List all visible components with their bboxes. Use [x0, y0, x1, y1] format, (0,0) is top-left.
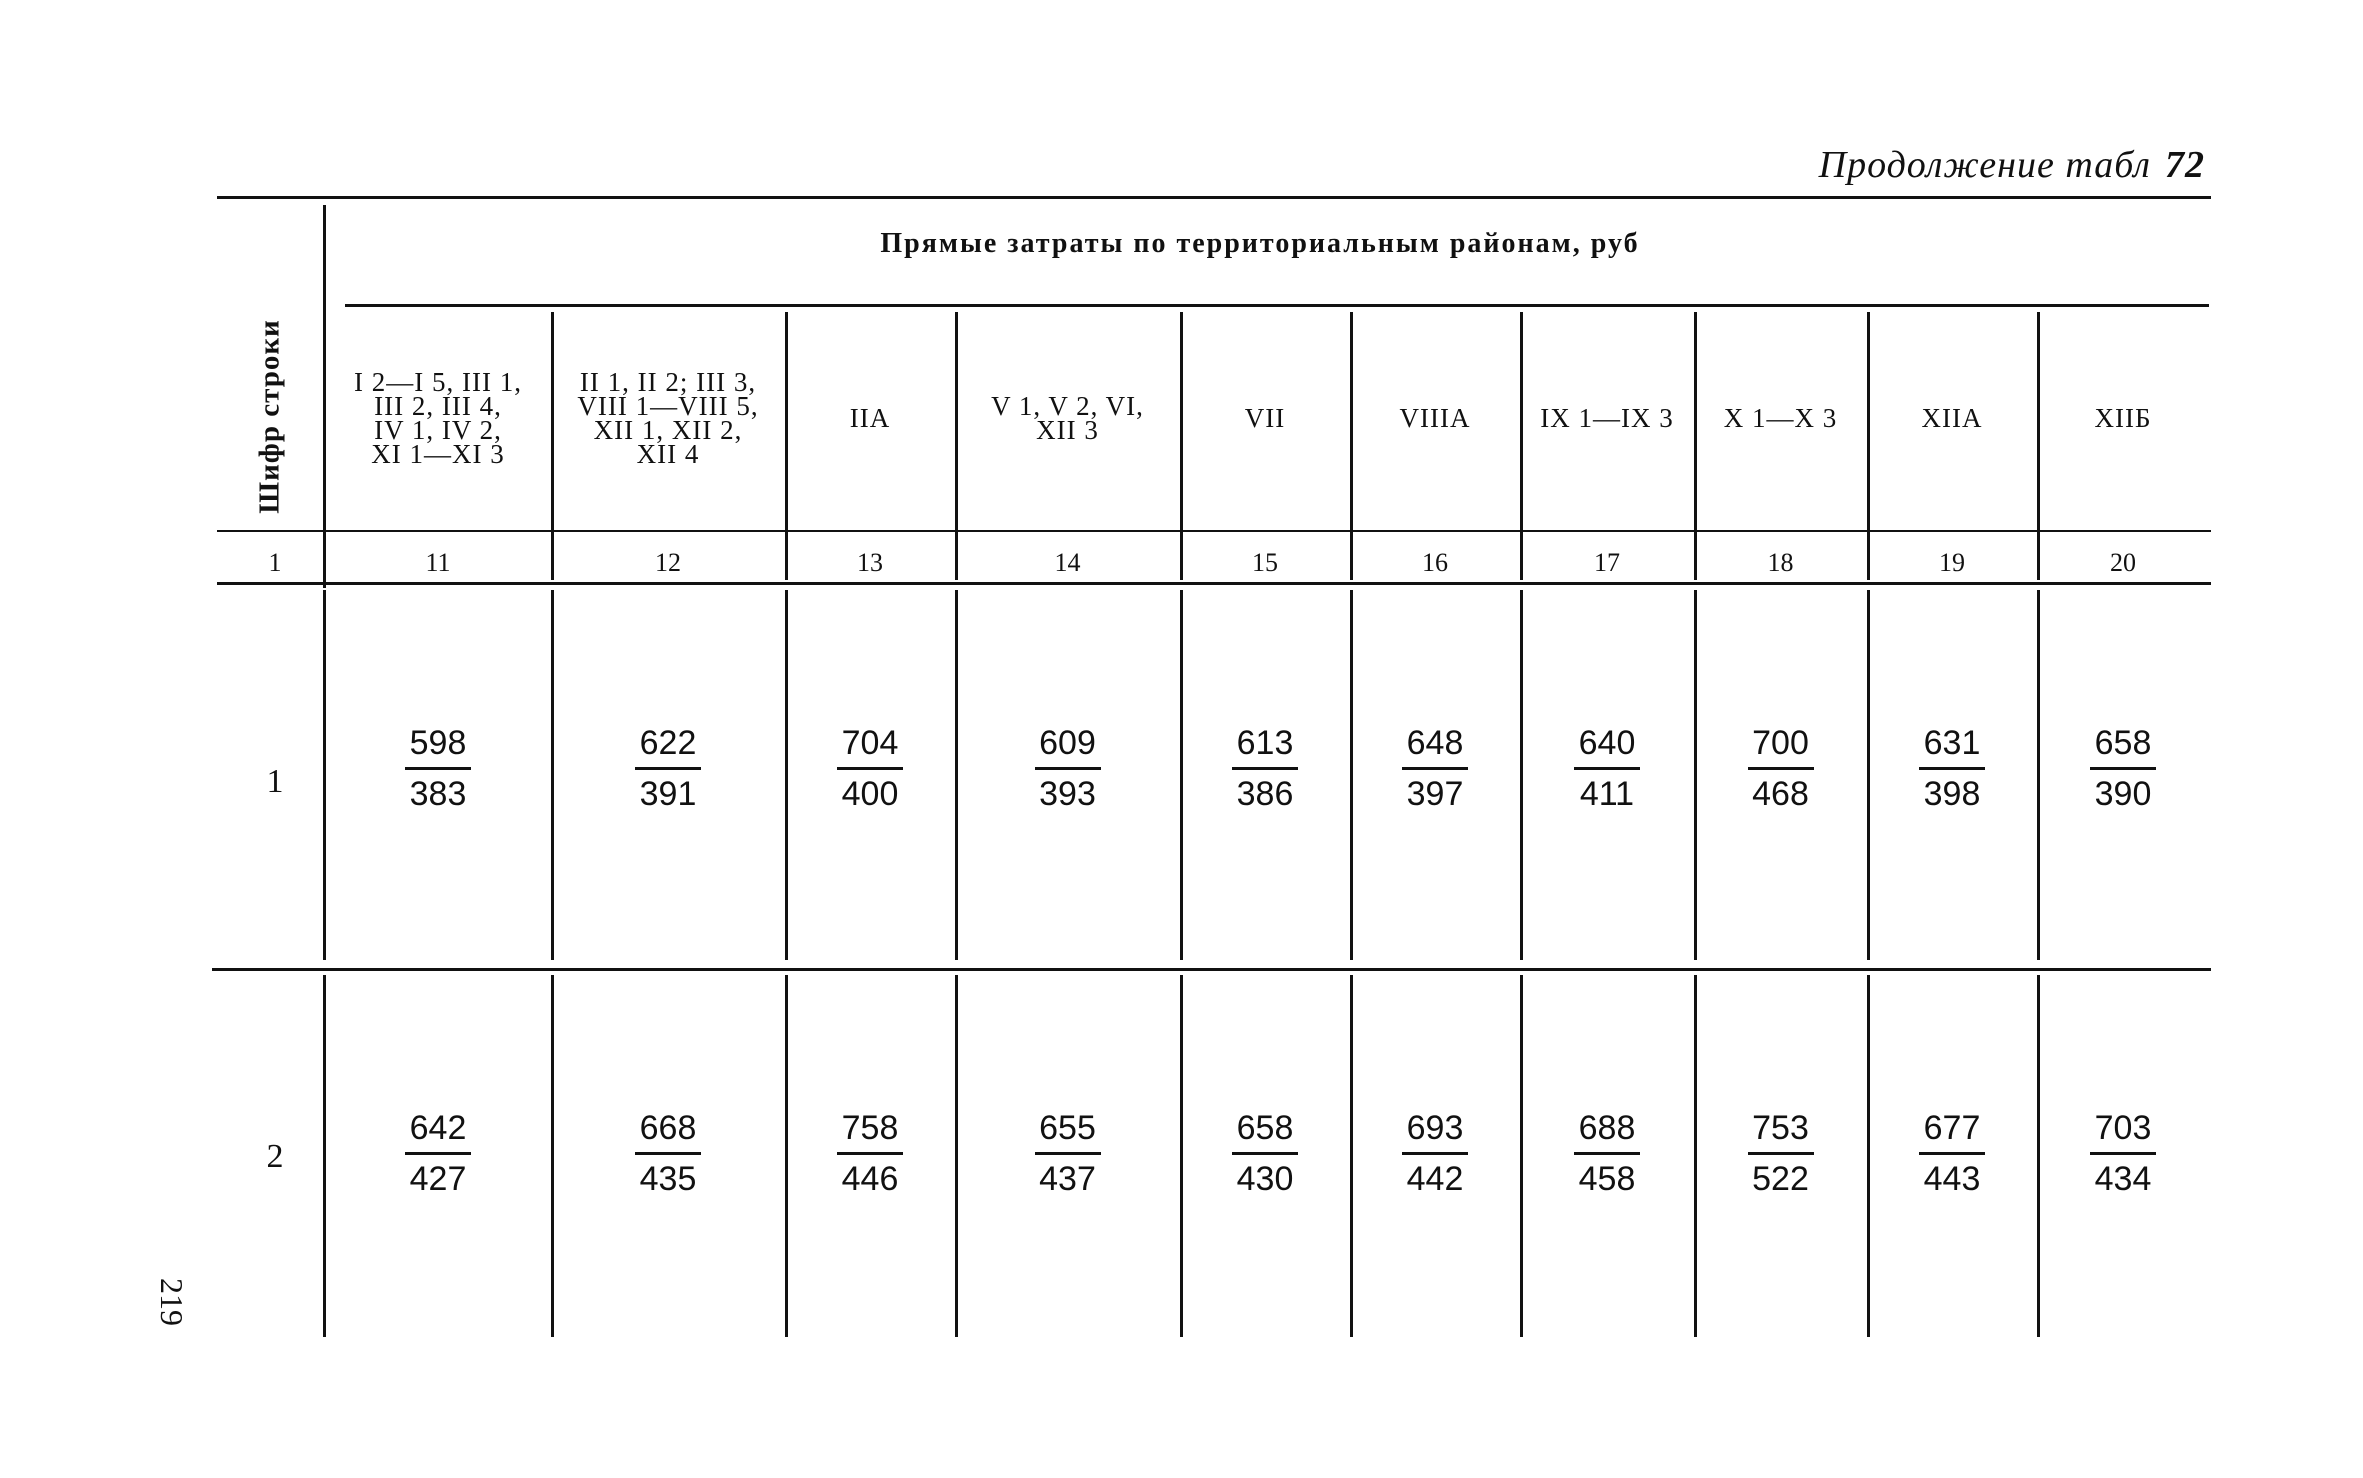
column-header-line: V 1, V 2, VI, [991, 391, 1144, 421]
table-cell [820, 1108, 920, 1199]
fraction-bar [1919, 1152, 1985, 1155]
column-divider-row-2 [1350, 975, 1353, 1337]
column-divider-header [1350, 312, 1353, 580]
column-header [789, 348, 951, 488]
column-divider-header [785, 312, 788, 580]
row-separator-rule [212, 968, 2211, 971]
fraction-bar [1748, 1152, 1814, 1155]
column-header [1184, 348, 1346, 488]
fraction-bar [1748, 767, 1814, 770]
column-header-line: X 1—X 3 [1723, 403, 1838, 433]
cell-numerator: 758 [841, 1109, 899, 1147]
column-header-line: VIII 1—VIII 5, [577, 391, 759, 421]
cell-numerator: 658 [2094, 724, 2152, 762]
row-code-2: 2 [266, 1138, 284, 1175]
column-header-line: XII 4 [636, 439, 700, 469]
fraction-bar [837, 1152, 903, 1155]
column-number: 15 [1252, 548, 1278, 577]
cell-denominator: 522 [1752, 1160, 1809, 1198]
cell-denominator: 400 [841, 775, 899, 813]
fraction-bar [1035, 767, 1101, 770]
cell-numerator: 648 [1406, 724, 1464, 762]
table-cell [820, 723, 920, 814]
column-number: 13 [857, 548, 883, 577]
column-header-line: XIIБ [2094, 403, 2152, 433]
column-header [1524, 348, 1690, 488]
cell-numerator: 613 [1236, 724, 1294, 762]
column-divider-header [1520, 312, 1523, 580]
column-number: 14 [1054, 548, 1081, 577]
column-divider-row-2 [551, 975, 554, 1337]
column-header [555, 348, 781, 488]
table-cell [1902, 1108, 2002, 1199]
cell-denominator: 391 [639, 775, 697, 813]
table-cell [2073, 723, 2173, 814]
fraction-bar [405, 767, 471, 770]
cell-numerator: 609 [1039, 724, 1096, 762]
column-divider-header [1694, 312, 1697, 580]
fraction-bar [1402, 1152, 1468, 1155]
column-header-line: IX 1—IX 3 [1540, 403, 1674, 433]
column-divider-row-1 [785, 590, 788, 960]
cell-denominator: 430 [1236, 1160, 1294, 1198]
fraction-bar [2090, 1152, 2156, 1155]
caption-table-number: 72 [2165, 144, 2205, 186]
column-header [329, 348, 547, 488]
column-number: 18 [1767, 548, 1794, 577]
table-cell [1215, 1108, 1315, 1199]
table-cell [1731, 1108, 1831, 1199]
column-divider-row-1 [1867, 590, 1870, 960]
cell-denominator: 443 [1923, 1160, 1981, 1198]
cell-denominator: 434 [2094, 1160, 2152, 1198]
row-code-divider-header [323, 205, 326, 588]
cell-denominator: 458 [1578, 1160, 1636, 1198]
column-header-line: IIA [849, 403, 891, 433]
column-divider-row-1 [1180, 590, 1183, 960]
fraction-bar [1919, 767, 1985, 770]
column-divider-header [955, 312, 958, 580]
caption-text: Продолжение табл [1818, 144, 2151, 186]
table-cell [388, 723, 488, 814]
cell-denominator: 437 [1039, 1160, 1096, 1198]
cell-denominator: 397 [1406, 775, 1464, 813]
fraction-bar [1232, 767, 1298, 770]
fraction-bar [1232, 1152, 1298, 1155]
cell-numerator: 688 [1578, 1109, 1636, 1147]
column-divider-row-1 [955, 590, 958, 960]
column-header [1871, 348, 2033, 488]
column-divider-row-2 [1867, 975, 1870, 1337]
column-number: 19 [1939, 548, 1965, 577]
table-cell [1902, 723, 2002, 814]
column-header-line: I 2—I 5, III 1, [354, 367, 522, 397]
column-divider-row-2 [785, 975, 788, 1337]
column-header-line: XI 1—XI 3 [371, 439, 505, 469]
cell-numerator: 640 [1578, 724, 1636, 762]
cell-denominator: 468 [1752, 775, 1809, 813]
cell-numerator: 700 [1752, 724, 1809, 762]
row-code-column-number: 1 [268, 548, 282, 577]
column-divider-row-1 [1694, 590, 1697, 960]
column-divider-row-2 [2037, 975, 2040, 1337]
fraction-bar [2090, 767, 2156, 770]
column-header [959, 348, 1176, 488]
column-divider-row-2 [1180, 975, 1183, 1337]
cell-denominator: 386 [1236, 775, 1294, 813]
column-divider-header [1867, 312, 1870, 580]
column-number: 17 [1594, 548, 1620, 577]
table-cell [388, 1108, 488, 1199]
column-divider-row-1 [1520, 590, 1523, 960]
column-header-line: VIIIA [1399, 403, 1471, 433]
table-cell [1385, 723, 1485, 814]
column-header-line: II 1, II 2; III 3, [579, 367, 757, 397]
table-cell [2073, 1108, 2173, 1199]
column-divider-row-2 [1694, 975, 1697, 1337]
column-divider-header [551, 312, 554, 580]
column-header [1354, 348, 1516, 488]
column-number: 20 [2110, 548, 2136, 577]
column-number: 12 [655, 548, 681, 577]
column-header-line: III 2, III 4, [374, 391, 502, 421]
cell-numerator: 693 [1406, 1109, 1464, 1147]
cell-denominator: 383 [409, 775, 467, 813]
cell-numerator: 642 [409, 1109, 467, 1147]
table-cell [1018, 1108, 1118, 1199]
column-divider-row-1 [551, 590, 554, 960]
column-header-rule [217, 530, 2211, 532]
header-bottom-rule [217, 582, 2211, 585]
fraction-bar [1402, 767, 1468, 770]
row-code-divider-row-2 [323, 975, 326, 1337]
fraction-bar [837, 767, 903, 770]
column-header [2041, 348, 2205, 488]
table-cell [1557, 723, 1657, 814]
column-header-line: VII [1244, 403, 1286, 433]
fraction-bar [1574, 767, 1640, 770]
cell-denominator: 442 [1406, 1160, 1464, 1198]
cell-denominator: 411 [1579, 775, 1635, 813]
cell-numerator: 655 [1039, 1109, 1096, 1147]
column-header-line: XIIA [1921, 403, 1983, 433]
table-cell [618, 723, 718, 814]
fraction-bar [1035, 1152, 1101, 1155]
table-caption [1790, 143, 2205, 187]
table-top-rule [217, 196, 2211, 199]
row-code-header-text: Шифр строки [253, 319, 286, 514]
cell-numerator: 703 [2094, 1109, 2152, 1147]
cell-numerator: 677 [1923, 1109, 1981, 1147]
cell-numerator: 753 [1752, 1109, 1809, 1147]
row-code-divider-row-1 [323, 590, 326, 960]
group-header-rule [345, 304, 2209, 307]
column-header-line: XII 3 [1036, 415, 1099, 445]
column-header-line: IV 1, IV 2, [374, 415, 502, 445]
table-cell [1018, 723, 1118, 814]
table-cell [1731, 723, 1831, 814]
column-divider-row-2 [955, 975, 958, 1337]
fraction-bar [635, 1152, 701, 1155]
column-header [1698, 348, 1863, 488]
column-divider-row-2 [1520, 975, 1523, 1337]
cell-numerator: 631 [1923, 724, 1981, 762]
cell-denominator: 435 [639, 1160, 697, 1198]
cell-denominator: 393 [1039, 775, 1096, 813]
table-cell [618, 1108, 718, 1199]
fraction-bar [405, 1152, 471, 1155]
cell-numerator: 598 [409, 724, 467, 762]
cell-denominator: 398 [1923, 775, 1981, 813]
cell-numerator: 622 [639, 724, 697, 762]
column-divider-row-1 [2037, 590, 2040, 960]
page-number: 219 [154, 1278, 190, 1326]
row-code-1: 1 [266, 763, 284, 800]
column-number: 16 [1422, 548, 1448, 577]
table-cell [1215, 723, 1315, 814]
table-cell [1385, 1108, 1485, 1199]
cell-denominator: 427 [409, 1160, 467, 1198]
fraction-bar [1574, 1152, 1640, 1155]
group-header: Прямые затраты по территориальным районам, руб [880, 228, 1640, 259]
cell-numerator: 704 [841, 724, 899, 762]
cell-numerator: 668 [639, 1109, 697, 1147]
cell-numerator: 658 [1236, 1109, 1294, 1147]
column-divider-row-1 [1350, 590, 1353, 960]
cell-denominator: 390 [2094, 775, 2152, 813]
column-header-line: XII 1, XII 2, [593, 415, 743, 445]
fraction-bar [635, 767, 701, 770]
column-divider-header [2037, 312, 2040, 580]
column-number: 11 [425, 548, 451, 577]
table-cell [1557, 1108, 1657, 1199]
cell-denominator: 446 [841, 1160, 899, 1198]
column-divider-header [1180, 312, 1183, 580]
